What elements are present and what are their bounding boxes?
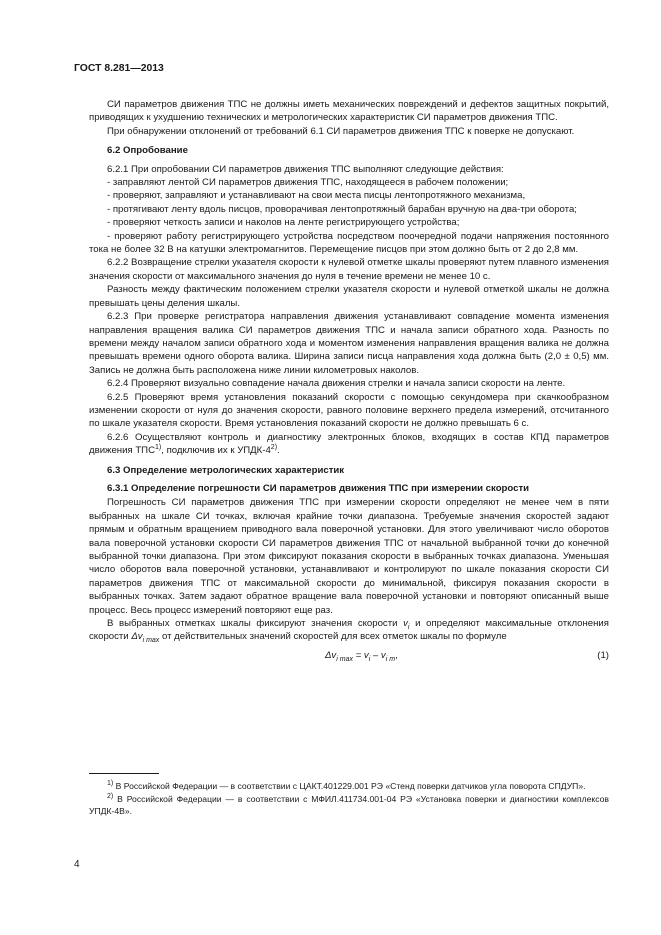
footnote-ref-1: 1) <box>155 443 162 451</box>
page-number: 4 <box>74 859 80 870</box>
paragraph: 6.2.5 Проверяют время установления показаний скорости с помощью секундомера при скачкообразном изменении скорости от нуля до значения скорости, равного половине верхнего предела измерений, отсчитанного по шкале указателя скорости. Время установления показаний скорости не должно превышать 6 с. <box>89 391 609 430</box>
paragraph <box>89 617 609 644</box>
footnote-2 <box>89 793 609 817</box>
paragraph: Разность между фактическим положением стрелки указателя скорости и нулевой отметкой шкалы не должна превышать цены деления шкалы. <box>89 284 609 309</box>
paragraph <box>89 431 609 458</box>
formula-lhs-sub: i max <box>336 655 353 663</box>
text-run: , подключив их к УПДК-4 <box>161 445 271 457</box>
subscript-i-max: i max <box>142 637 160 645</box>
subscript-i: i <box>407 623 410 631</box>
list-item: - заправляют лентой СИ параметров движения ТПС, находящееся в рабочем положении; <box>107 177 509 189</box>
formula-eq: = v <box>352 649 369 661</box>
text-run: В выбранных отметках шкалы фиксируют значения скорости <box>107 618 404 630</box>
section-heading-6-3: 6.3 Определение метрологических характеристик <box>107 464 345 476</box>
symbol-v: v <box>403 618 408 630</box>
list-item: - проверяют работу регистрирующего устройства посредством поочередной подачи напряжения постоянного тока не более 32 В на катушки электромагнитов. Перемещение писцов при этом должно быть от 2 до 2,8 мм. <box>89 230 609 256</box>
footnote-divider <box>89 773 159 774</box>
symbol-delta-v: Δv <box>131 631 143 643</box>
paragraph: 6.2.4 Проверяют визуально совпадение начала движения стрелки и начала записи скорости на ленте. <box>107 378 566 390</box>
text-run: и определяют максимальные отклонения скорости <box>89 618 609 643</box>
paragraph: 6.2.1 При опробовании СИ параметров движения ТПС выполняют следующие действия: <box>107 163 504 175</box>
formula-lhs: Δv <box>325 649 337 661</box>
paragraph: Погрешность СИ параметров движения ТПС при измерении скорости определяют не менее чем в пяти выбранных на шкале СИ точках, включая крайние точки диапазона. Требуемые значения скоростей задают прямым и обратным вращением приводного вала поверочной установки. Для этого увеличивают число оборотов вала поверочной установки скорости СИ параметров движения ТПС от начальной выбранной точки до конечной выбранной точки диапазона. При этом фиксируют показания скорости в выбранных точках диапазона. Уменьшая число оборотов вала поверочной установки, устанавливают и контролируют по шкале показания скорости СИ параметров движения ТПС от максимальной скорости до минимальной, фиксируя показания скорости в выбранных точках. Затем задают обратное вращение вала поверочной установки и повторяют описанный выше процесс. Весь процесс измерений повторяют еще раз. <box>89 497 609 616</box>
text-run: . <box>277 445 280 457</box>
paragraph: 6.2.3 При проверке регистратора направления движения устанавливают совпадение момента изменения направления вращения валика СИ параметров движения ТПС и начала записи обратного хода. Разность по времени между началом записи обратного хода и моментом изменения направления вращения валика не должна превышать времени одного оборота валика. Ширина записи писца направления хода должна быть (2,0 ± 0,5) мм. Запись не должна быть расположена ниже линии километровых наколов. <box>89 311 609 376</box>
formula-minus: – v <box>370 649 386 661</box>
paragraph: СИ параметров движения ТПС не должны иметь механических повреждений и дефектов защитных покрытий, приводящих к ухудшению технических и метрологических характеристик СИ параметров движения ТПС. <box>89 99 609 124</box>
document-header: ГОСТ 8.281—2013 <box>74 63 164 74</box>
footnote-text-2: В Российской Федерации — в соответствии с МФИЛ.411734.001-04 РЭ «Установка поверки и диагностики комплексов УПДК-4В». <box>89 794 609 816</box>
formula-1 <box>89 646 609 666</box>
formula-vt-sub: i т <box>385 655 396 663</box>
footnote-text-1: В Российской Федерации — в соответствии с ЦАКТ.401229.001 РЭ «Стенд поверки датчиков угла поворота СПДУП». <box>113 781 586 791</box>
footnote-ref-2: 2) <box>270 443 278 451</box>
formula-number: (1) <box>597 649 609 661</box>
formula-v-sub: i <box>368 655 371 663</box>
section-heading-6-3-1: 6.3.1 Определение погрешности СИ параметров движения ТПС при измерении скорости <box>107 482 530 494</box>
list-item: - проверяют, заправляют и устанавливают на свои места писцы лентопротяжного механизма, <box>107 190 526 202</box>
list-item: - протягивают ленту вдоль писцов, проворачивая лентопротяжный барабан вручную на два-три оборота; <box>107 203 577 215</box>
footnote-1 <box>89 780 609 792</box>
paragraph: 6.2.2 Возвращение стрелки указателя скорости к нулевой отметке шкалы проверяют путем плавного изменения значения скорости от максимального значения до нуля в течение времени не менее 10 с. <box>89 257 609 282</box>
main-text <box>89 98 609 666</box>
paragraph: При обнаружении отклонений от требований 6.1 СИ параметров движения ТПС к поверке не допускают. <box>107 125 575 137</box>
list-item: - проверяют четкость записи и наколов на ленте регистрирующего устройства; <box>107 217 460 229</box>
footnote-mark-1: 1) <box>107 780 114 788</box>
section-heading-6-2: 6.2 Опробование <box>107 145 188 157</box>
formula-expression <box>325 649 398 662</box>
text-run: 6.2.6 Осуществляют контроль и диагностику электронных блоков, входящих в состав КПД параметров движения ТПС <box>89 431 609 457</box>
footnotes <box>89 780 609 818</box>
text-run: от действительных значений скоростей для всех отметок шкалы по формуле <box>159 631 507 643</box>
footnote-mark-2: 2) <box>107 793 114 801</box>
formula-tail: , <box>395 649 398 661</box>
